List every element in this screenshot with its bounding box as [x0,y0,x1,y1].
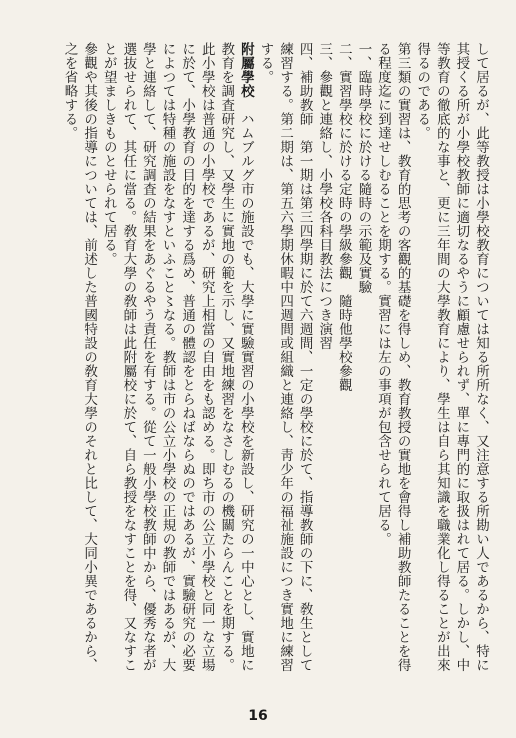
list-item-4: 四、補助教師 第一期は第三四學期に於て六週間、一定の學校に於て、指導教師の下に、敎生として練習する。第二期は、第五六學期休暇中四週間或組織と連絡し、靑少年の福祉施設につき實地に練習する。 [257,42,313,672]
paragraph-intro: して居るが、此等教授は小學校教育については知る所所なく、又注意する所勘い人であるから、特に其授くる所が小學校教師に適切なるやうに顧慮せられず、單に專門的に取扱はれて居る。しかし、中等教育の徹底的な事と、更に三年間の大學教育により、學生は自ら其知識を職業化し得ることが出來得るのである。 [414,42,489,672]
list-item-2: 二、實習學校に於ける定時の學級參觀 隨時他學校參觀 [335,42,352,392]
section-heading: 附屬學校 [237,42,254,98]
paragraph-third-category: 第三類の實習は、教育的思考の客觀的基礎を得しめ、教育教授の實地を會得し補助教師たることを得る程度迄に到達せしむることを期する。實習には左の事項が包含せられて居る。 [375,42,411,672]
page-number: 16 [248,708,268,724]
section-body: ハムブルグ市の施設でも、大學に實驗實習の小學校を新設し、研究の一中心とし、實地に教育を調査研究し、又學生に實地の範を示し、又實地練習をなさしむるの機關たらんことを期する。此小學校は普通の小學校であるが、研究上相當の自由をも認める。即ち市の公立小學校と同一な立場に於て、小學教育の目的を達する爲め、普通の體認をとらねばならぬのではあるが、實驗研究の必要によつては特種の施設をなすといふこと〻なる。教師は市の公立小學校の正規の教師ではあるが、大學と連絡して、研究調査の結果をあぐるやう責任を有する。從て一般小學校教師中から、優秀な者が選抜せられて、其任に當る。敎育大學の敎師は此附屬校に於て、自ら教授をなすことを得、又なすことが望ましきものとせられて居る。 [100,42,254,672]
list-item-3: 三、參觀と連絡し、小學校各科目教法につき演習 [316,42,333,350]
vertical-text-block [20,42,490,682]
paragraph-closing: 參觀や其後の指導については、前述した普國特設の敎育大學のそれと比して、大同小異であるから、之を省略する。 [61,42,98,672]
section-attached-school [98,42,255,682]
list-item-1: 一、臨時學校に於ける隨時の示範及實驗 [355,42,372,294]
